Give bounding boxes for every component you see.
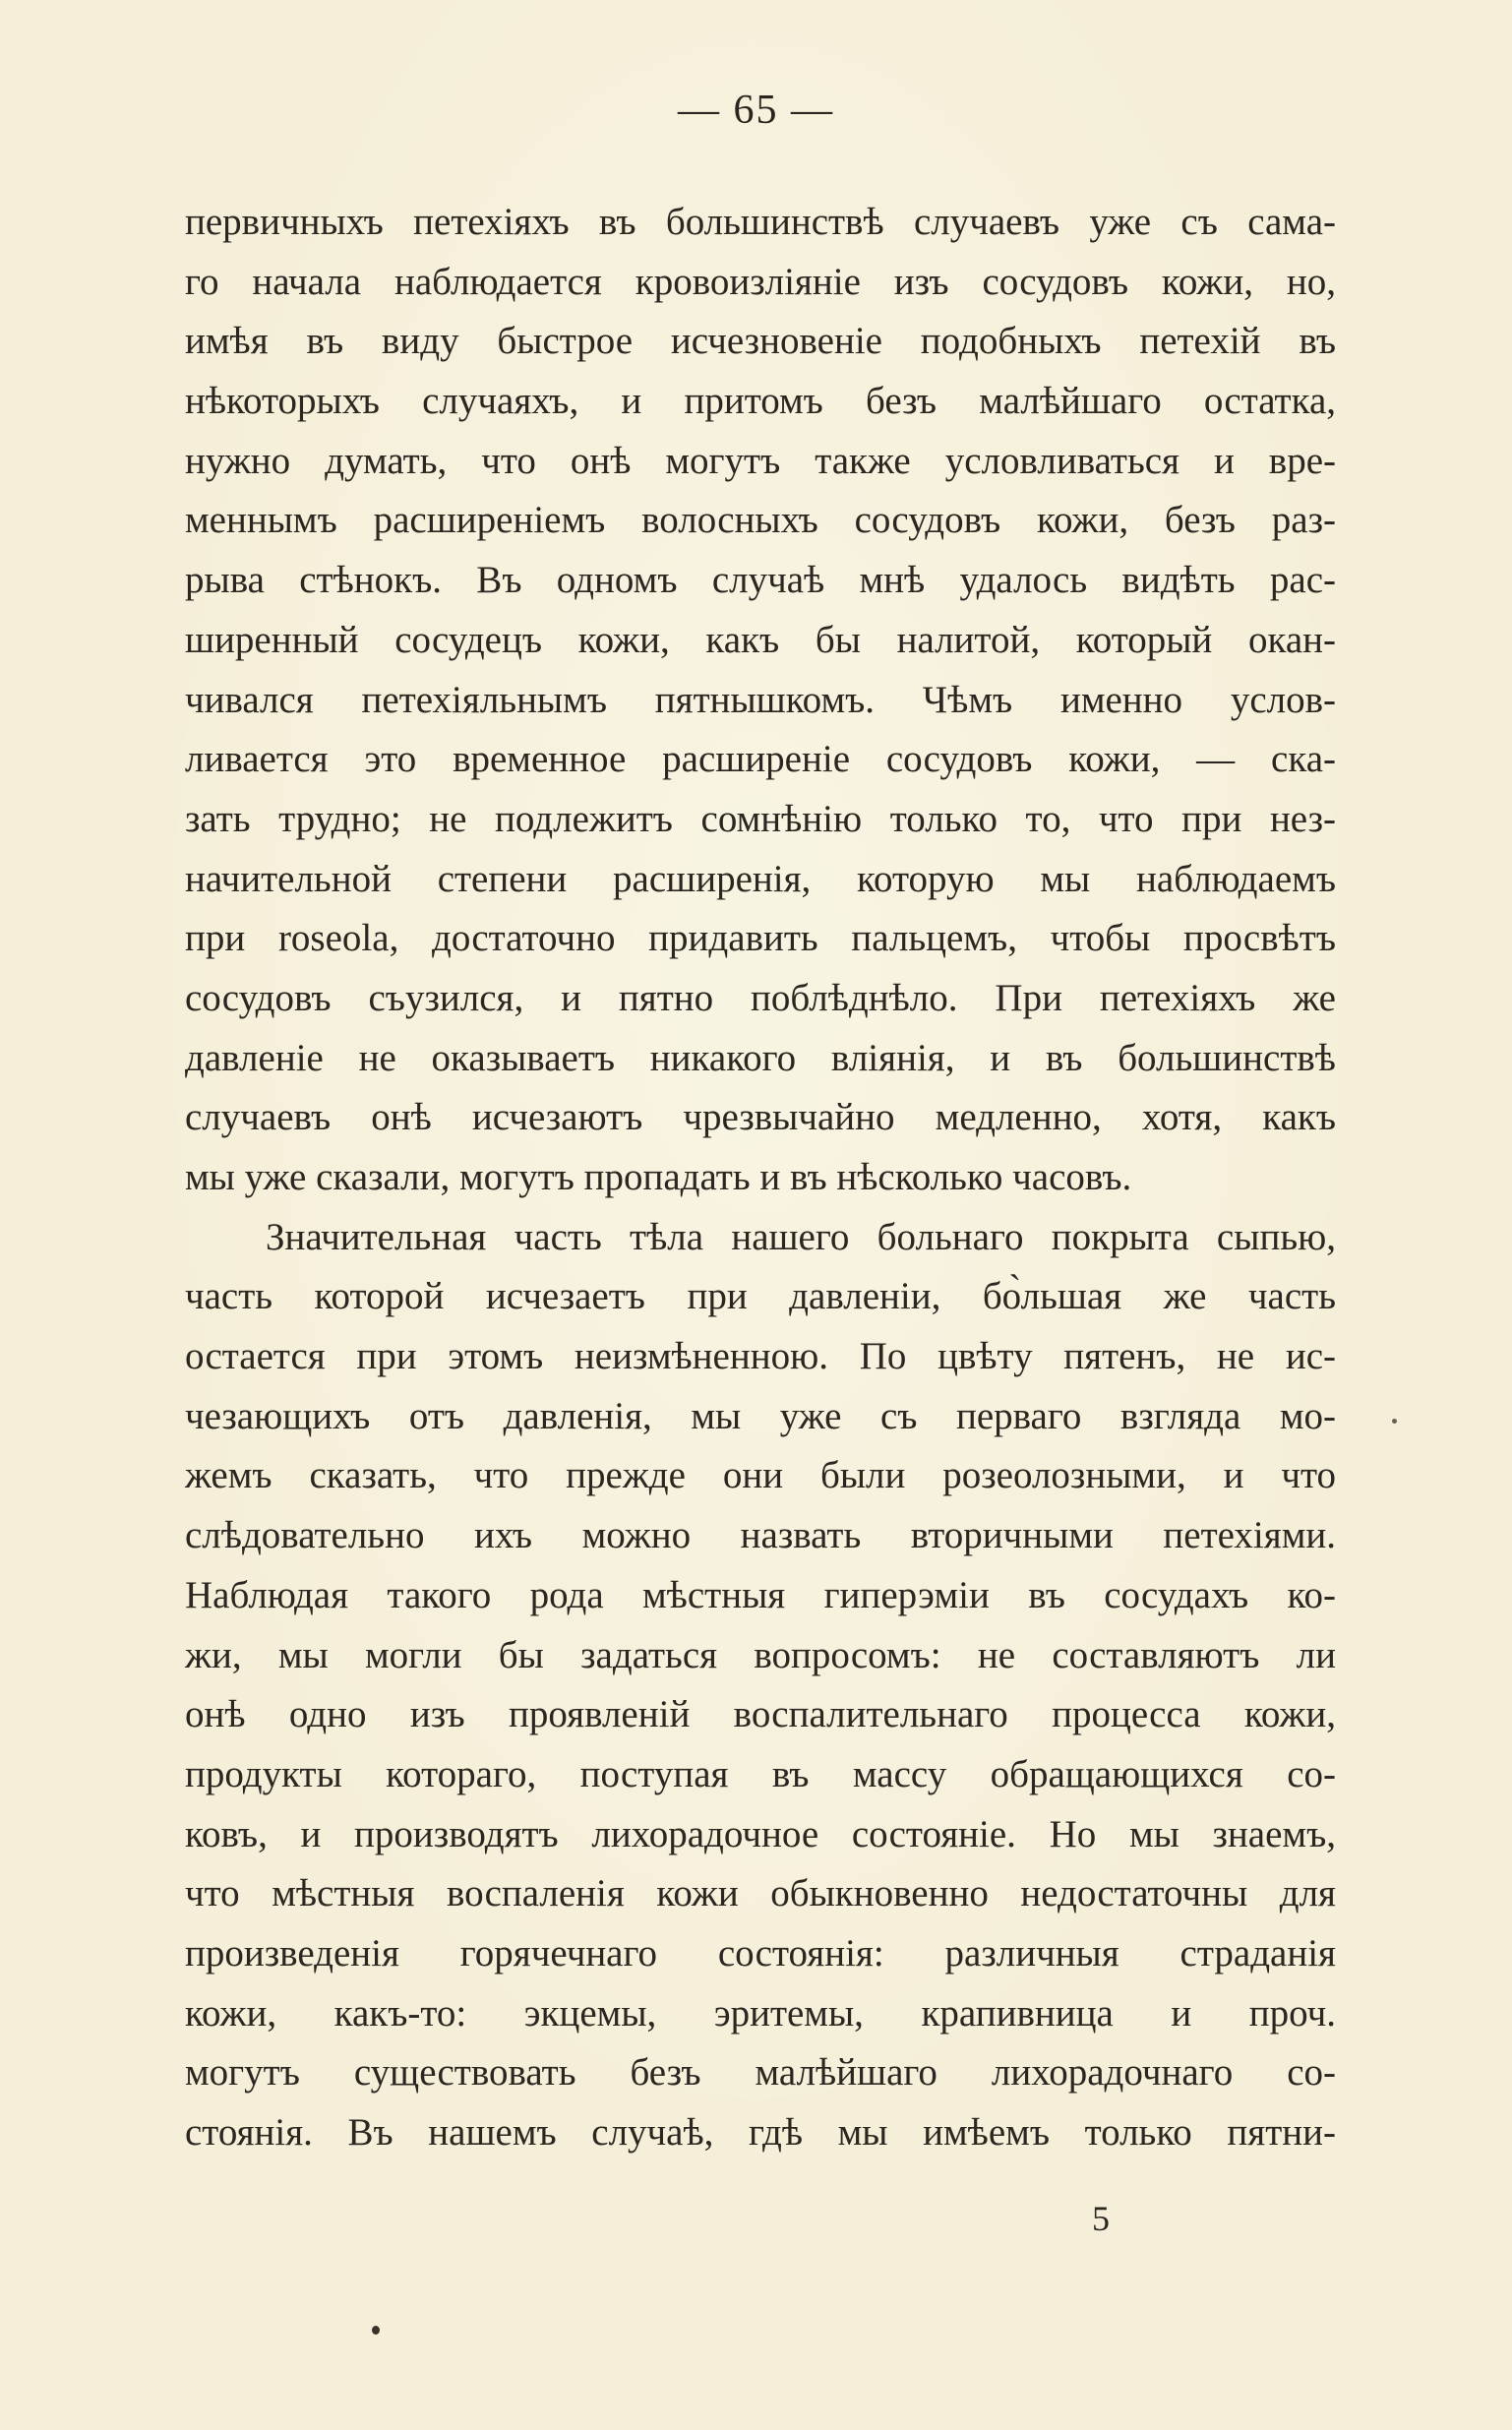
text-line: го начала наблюдается кровоизліяніе изъ сосудовъ кожи, но,: [185, 260, 1336, 303]
text-line: сосудовъ съузился, и пятно поблѣднѣло. При петехіяхъ же: [185, 976, 1336, 1019]
text-line: мы уже сказали, могутъ пропадать и въ нѣсколько часовъ.: [185, 1156, 1132, 1198]
text-line: ковъ, и производятъ лихорадочное состояніе. Но мы знаемъ,: [185, 1812, 1336, 1855]
text-line: чезающихъ отъ давленія, мы уже съ перваго взгляда мо-: [185, 1394, 1336, 1437]
margin-speck: [1392, 1419, 1397, 1424]
text-line: жи, мы могли бы задаться вопросомъ: не составляютъ ли: [185, 1633, 1336, 1676]
text-line: ливается это временное расширеніе сосудовъ кожи, — ска-: [185, 738, 1336, 781]
text-line: слѣдовательно ихъ можно назвать вторичными петехіями.: [185, 1514, 1336, 1557]
text-line: зать трудно; не подлежитъ сомнѣнію только то, что при нез-: [185, 797, 1336, 840]
text-line: произведенія горячечнаго состоянія: различныя страданія: [185, 1931, 1336, 1974]
text-line: могутъ существовать безъ малѣйшаго лихорадочнаго со-: [185, 2051, 1336, 2095]
text-line: часть которой исчезаетъ при давленіи, бо̀льшая же часть: [185, 1275, 1336, 1318]
text-line: что мѣстныя воспаленія кожи обыкновенно недостаточны для: [185, 1872, 1336, 1915]
text-line: кожи, какъ-то: экцемы, эритемы, крапивница и проч.: [185, 1991, 1336, 2035]
text-line: начительной степени расширенія, которую мы наблюдаемъ: [185, 857, 1336, 900]
signature-mark: 5: [1092, 2199, 1110, 2238]
text-line: Наблюдая такого рода мѣстныя гиперэміи въ сосудахъ ко-: [185, 1573, 1336, 1616]
text-line: остается при этомъ неизмѣненною. По цвѣту пятенъ, не ис-: [185, 1335, 1336, 1378]
page-number-header: — 65 —: [678, 88, 834, 133]
ink-speck: [372, 2326, 380, 2335]
text-line: стоянія. Въ нашемъ случаѣ, гдѣ мы имѣемъ только пятни-: [185, 2111, 1336, 2154]
text-line: меннымъ расширеніемъ волосныхъ сосудовъ кожи, безъ раз-: [185, 499, 1336, 542]
text-line: ширенный сосудецъ кожи, какъ бы налитой, который окан-: [185, 618, 1336, 661]
text-line: первичныхъ петехіяхъ въ большинствѣ случаевъ уже съ сама-: [185, 201, 1336, 243]
text-line: нужно думать, что онѣ могутъ также условливаться и вре-: [185, 439, 1336, 482]
text-line: жемъ сказать, что прежде они были розеолозными, и что: [185, 1454, 1336, 1497]
text-line: рыва стѣнокъ. Въ одномъ случаѣ мнѣ удалось видѣть рас-: [185, 559, 1336, 602]
text-line: онѣ одно изъ проявленій воспалительнаго процесса кожи,: [185, 1693, 1336, 1736]
text-line: нѣкоторыхъ случаяхъ, и притомъ безъ малѣйшаго остатка,: [185, 380, 1336, 423]
text-line: случаевъ онѣ исчезаютъ чрезвычайно медленно, хотя, какъ: [185, 1096, 1336, 1139]
body-text: [185, 193, 1336, 2163]
text-line: при roseola, достаточно придавить пальцемъ, чтобы просвѣтъ: [185, 917, 1336, 960]
text-line: чивался петехіяльнымъ пятнышкомъ. Чѣмъ именно услов-: [185, 678, 1336, 721]
text-line: имѣя въ виду быстрое исчезновеніе подобныхъ петехій въ: [185, 320, 1336, 363]
text-line: давленіе не оказываетъ никакого вліянія, и въ большинствѣ: [185, 1036, 1336, 1079]
text-line-paragraph-start: Значительная часть тѣла нашего больнаго покрыта сыпью,: [266, 1215, 1336, 1258]
text-line: продукты котораго, поступая въ массу обращающихся со-: [185, 1752, 1336, 1795]
